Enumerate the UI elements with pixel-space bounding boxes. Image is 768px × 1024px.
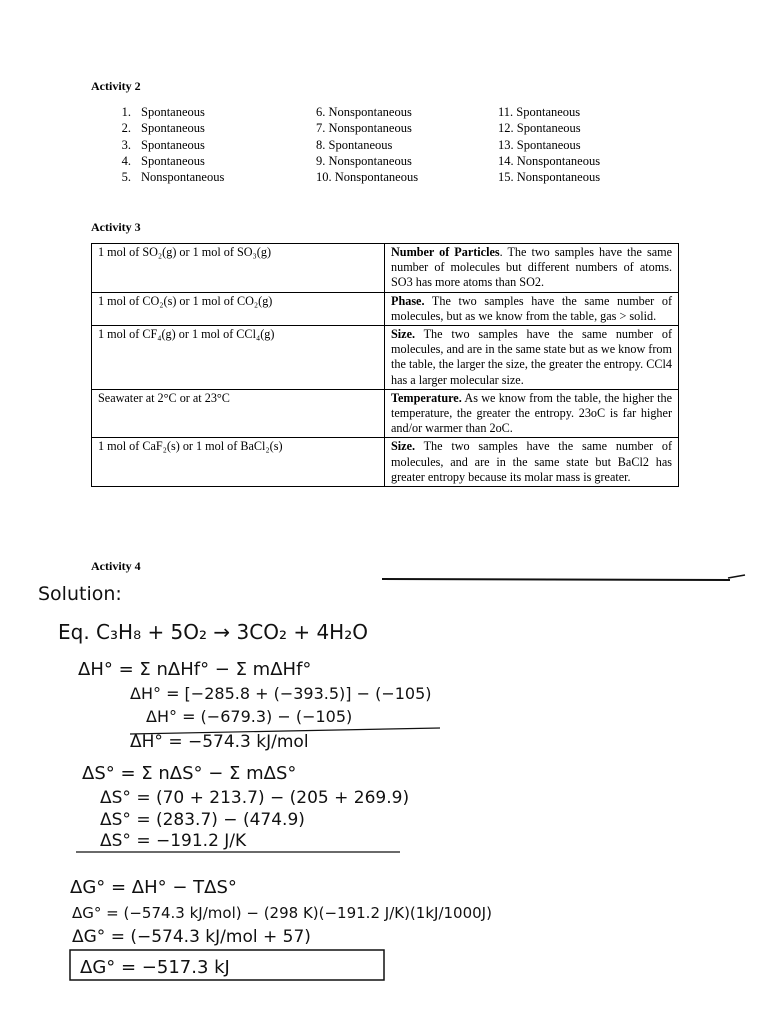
list-item: 9. Nonspontaneous <box>316 153 412 168</box>
explanation-text: As we know from the table, the higher the temperature, the greater the entropy. 23oC is far higher and/or warmer than 2oC. <box>391 390 672 436</box>
explanation-cell <box>385 389 679 438</box>
entropy-result: ΔS° = −191.2 J/K <box>100 831 247 851</box>
activity-3-heading: Activity 3 <box>91 220 141 234</box>
table-row <box>92 438 679 487</box>
table-row <box>92 292 679 325</box>
item-number: 3. <box>121 137 131 152</box>
list-item: 11. Spontaneous <box>498 105 581 119</box>
handwritten-solution <box>0 570 768 990</box>
item-number: 1. <box>121 105 131 119</box>
list-item <box>109 120 224 136</box>
explanation-text: . The two samples have the same number of molecules but different numbers of atoms. SO3 has more atoms than SO2. <box>391 245 672 290</box>
list-item: 15. Nonspontaneous <box>498 170 601 185</box>
gibbs-result: ΔG° = −517.3 kJ <box>80 957 230 978</box>
item-number: 4. <box>121 153 131 168</box>
enthalpy-result: ΔH° = −574.3 kJ/mol <box>130 732 309 752</box>
pen-stroke <box>382 579 730 580</box>
gibbs-step-1: ΔG° = (−574.3 kJ/mol) − (298 K)(−191.2 J/K)(1kJ/1000J) <box>72 904 492 922</box>
answers-column-2 <box>316 104 418 185</box>
explanation-cell <box>385 244 679 293</box>
list-item <box>109 169 224 185</box>
list-item: 8. Spontaneous <box>316 137 393 152</box>
sample-pair-cell: Seawater at 2°C or at 23°C <box>92 389 385 438</box>
item-number: 5. <box>121 170 131 185</box>
enthalpy-formula: ΔH° = Σ nΔHf° − Σ mΔHf° <box>78 659 312 680</box>
table-row <box>92 244 679 293</box>
item-number: 2. <box>121 121 131 136</box>
table-row <box>92 326 679 390</box>
sample-pair-cell: 1 mol of CO₂(s) or 1 mol of CO₂(g) <box>92 292 385 325</box>
enthalpy-step-1: ΔH° = [−285.8 + (−393.5)] − (−105) <box>130 684 432 703</box>
entropy-step-1: ΔS° = (70 + 213.7) − (205 + 269.9) <box>100 788 410 808</box>
factor-term: Size. <box>391 439 416 454</box>
list-item: 13. Spontaneous <box>498 137 581 152</box>
sample-pair-cell: 1 mol of CF₄(g) or 1 mol of CCl₄(g) <box>92 326 385 390</box>
item-answer: Spontaneous <box>141 153 205 168</box>
list-item: 6. Nonspontaneous <box>316 105 412 119</box>
factor-term: Number of Particles <box>391 245 500 259</box>
item-answer: Spontaneous <box>141 137 205 152</box>
item-answer: Spontaneous <box>141 105 205 119</box>
item-answer: Spontaneous <box>141 121 205 136</box>
activity-4-heading: Activity 4 <box>91 559 141 573</box>
entropy-step-2: ΔS° = (283.7) − (474.9) <box>100 810 305 830</box>
answers-column-1 <box>109 104 224 185</box>
explanation-cell <box>385 438 679 487</box>
pen-stroke <box>728 575 745 578</box>
list-item: 12. Spontaneous <box>498 121 581 136</box>
balanced-equation: Eq. C₃H₈ + 5O₂ → 3CO₂ + 4H₂O <box>58 620 368 644</box>
list-item: 14. Nonspontaneous <box>498 153 601 168</box>
enthalpy-step-2: ΔH° = (−679.3) − (−105) <box>146 707 353 726</box>
sample-pair-cell: 1 mol of CaF₂(s) or 1 mol of BaCl₂(s) <box>92 438 385 487</box>
gibbs-step-2: ΔG° = (−574.3 kJ/mol + 57) <box>72 927 311 947</box>
entropy-formula: ΔS° = Σ nΔS° − Σ mΔS° <box>82 763 297 784</box>
solution-label: Solution: <box>38 583 122 605</box>
list-item <box>109 137 224 153</box>
list-item <box>109 104 224 120</box>
explanation-text: The two samples have the same number of molecules, and are in the same state but BaCl2 has greater entropy because its molar mass is greater. <box>391 439 672 484</box>
explanation-text: The two samples have the same number of molecules, but as we know from the table, gas > solid. <box>391 293 672 323</box>
factor-term: Phase. <box>391 293 425 308</box>
gibbs-formula: ΔG° = ΔH° − TΔS° <box>70 877 237 898</box>
item-answer: Nonspontaneous <box>141 170 225 185</box>
answers-column-3 <box>498 104 600 185</box>
factor-term: Temperature. <box>391 390 462 405</box>
activity-2-heading: Activity 2 <box>91 79 141 93</box>
sample-pair-cell: 1 mol of SO₂(g) or 1 mol of SO₃(g) <box>92 244 385 293</box>
list-item <box>109 153 224 169</box>
list-item: 10. Nonspontaneous <box>316 170 419 185</box>
entropy-comparison-table <box>91 243 679 487</box>
factor-term: Size. <box>391 327 416 342</box>
explanation-cell <box>385 326 679 390</box>
list-item: 7. Nonspontaneous <box>316 121 412 136</box>
table-row <box>92 389 679 438</box>
explanation-text: The two samples have the same number of molecules, and are in the same state but as we know from the table, the larger the size, the greater the entropy. CCl4 has a larger molecular size. <box>391 327 672 387</box>
explanation-cell <box>385 292 679 325</box>
